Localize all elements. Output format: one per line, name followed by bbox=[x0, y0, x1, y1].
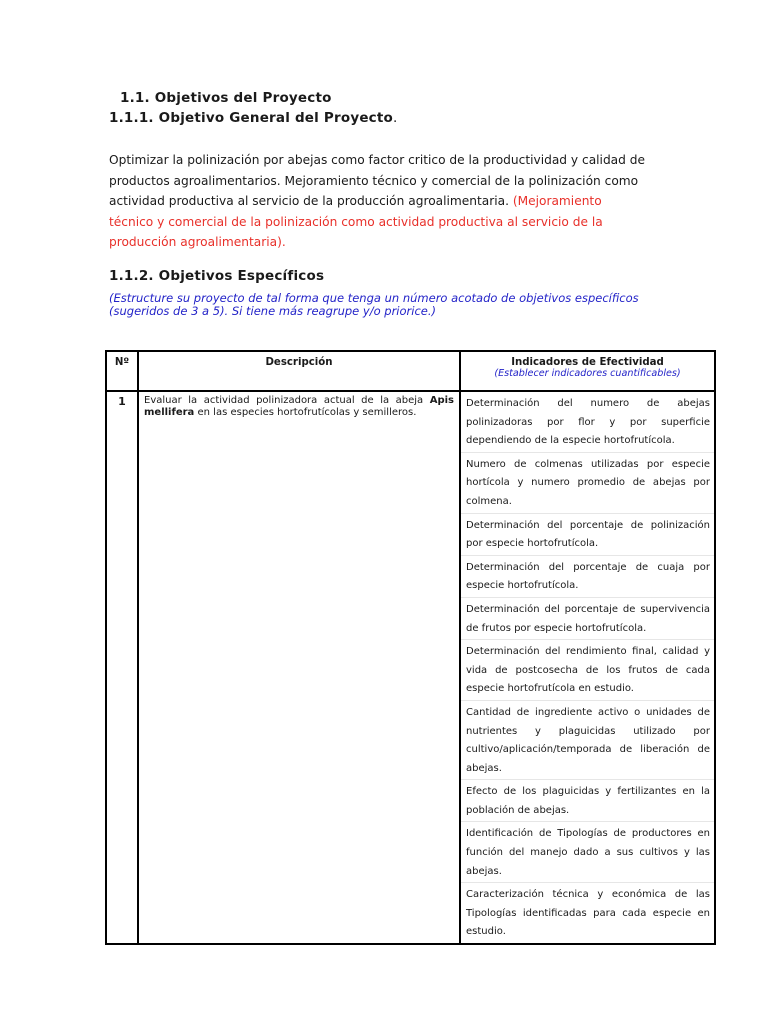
general-objective-red-note: (Mejoramiento técnico y comercial de la polinización como actividad productiva al servicio de la producción agroalimentaria). bbox=[109, 194, 603, 249]
subsection-heading-objetivo-general bbox=[109, 110, 398, 126]
table-row bbox=[106, 391, 715, 944]
objetivo-general-title-period: . bbox=[393, 110, 398, 126]
general-objective-text: Optimizar la polinización por abejas como factor critico de la productividad y calidad de productos agroalimentarios. Mejoramiento técnico y comercial de la polinización como actividad productiva al servicio de la producción agroalimentaria. bbox=[109, 153, 645, 208]
header-indicators-sublabel: (Establecer indicadores cuantificables) bbox=[494, 368, 681, 379]
indicator-item: Cantidad de ingrediente activo o unidades de nutrientes y plaguicidas utilizado por cultivo/aplicación/temporada de liberación de abejas. bbox=[461, 701, 714, 780]
row-number: 1 bbox=[118, 395, 126, 408]
indicator-item: Determinación del numero de abejas polinizadoras por flor y por superficie dependiendo de la especie hortofrutícola. bbox=[461, 392, 714, 453]
section-heading-objetivos: 1.1. Objetivos del Proyecto bbox=[120, 90, 332, 106]
indicator-item: Determinación del rendimiento final, calidad y vida de postcosecha de los frutos de cada especie hortofrutícola en estudio. bbox=[461, 640, 714, 701]
row-description-text-end: en las especies hortofrutícolas y semilleros. bbox=[194, 406, 417, 418]
row-indicators-cell bbox=[460, 391, 715, 944]
indicator-item: Determinación del porcentaje de cuaja por especie hortofrutícola. bbox=[461, 556, 714, 598]
header-number-label: Nº bbox=[114, 357, 130, 368]
header-description-label: Descripción bbox=[265, 357, 333, 368]
subsection-heading-objetivos-especificos: 1.1.2. Objetivos Específicos bbox=[109, 268, 325, 284]
header-number bbox=[106, 351, 138, 391]
row-number-cell bbox=[106, 391, 138, 944]
row-description bbox=[139, 392, 459, 418]
header-description bbox=[138, 351, 460, 391]
row-description-species: Apis mellifera bbox=[144, 395, 454, 418]
header-indicators bbox=[460, 351, 715, 391]
indicator-item: Determinación del porcentaje de supervivencia de frutos por especie hortofrutícola. bbox=[461, 598, 714, 640]
indicator-item: Numero de colmenas utilizadas por especie hortícola y numero promedio de abejas por colmena. bbox=[461, 453, 714, 514]
objetivo-general-title: 1.1.1. Objetivo General del Proyecto bbox=[109, 110, 394, 126]
indicator-item: Efecto de los plaguicidas y fertilizantes en la población de abejas. bbox=[461, 780, 714, 822]
objectives-table bbox=[105, 350, 716, 945]
header-indicators-label: Indicadores de Efectividad bbox=[511, 357, 664, 368]
indicator-item: Identificación de Tipologías de productores en función del manejo dado a sus cultivos y las abejas. bbox=[461, 822, 714, 883]
indicator-item: Caracterización técnica y económica de las Tipologías identificadas para cada especie en estudio. bbox=[466, 889, 710, 938]
row-description-cell bbox=[138, 391, 460, 944]
specific-objectives-instruction: (Estructure su proyecto de tal forma que tenga un número acotado de objetivos específicos (sugeridos de 3 a 5). Si tiene más reagrupe y/o priorice.) bbox=[109, 291, 639, 318]
indicator-item: Determinación del porcentaje de polinización por especie hortofrutícola. bbox=[461, 514, 714, 556]
row-description-text: Evaluar la actividad polinizadora actual de la abeja bbox=[144, 395, 430, 406]
table-header-row bbox=[106, 351, 715, 391]
general-objective-paragraph bbox=[109, 150, 649, 253]
